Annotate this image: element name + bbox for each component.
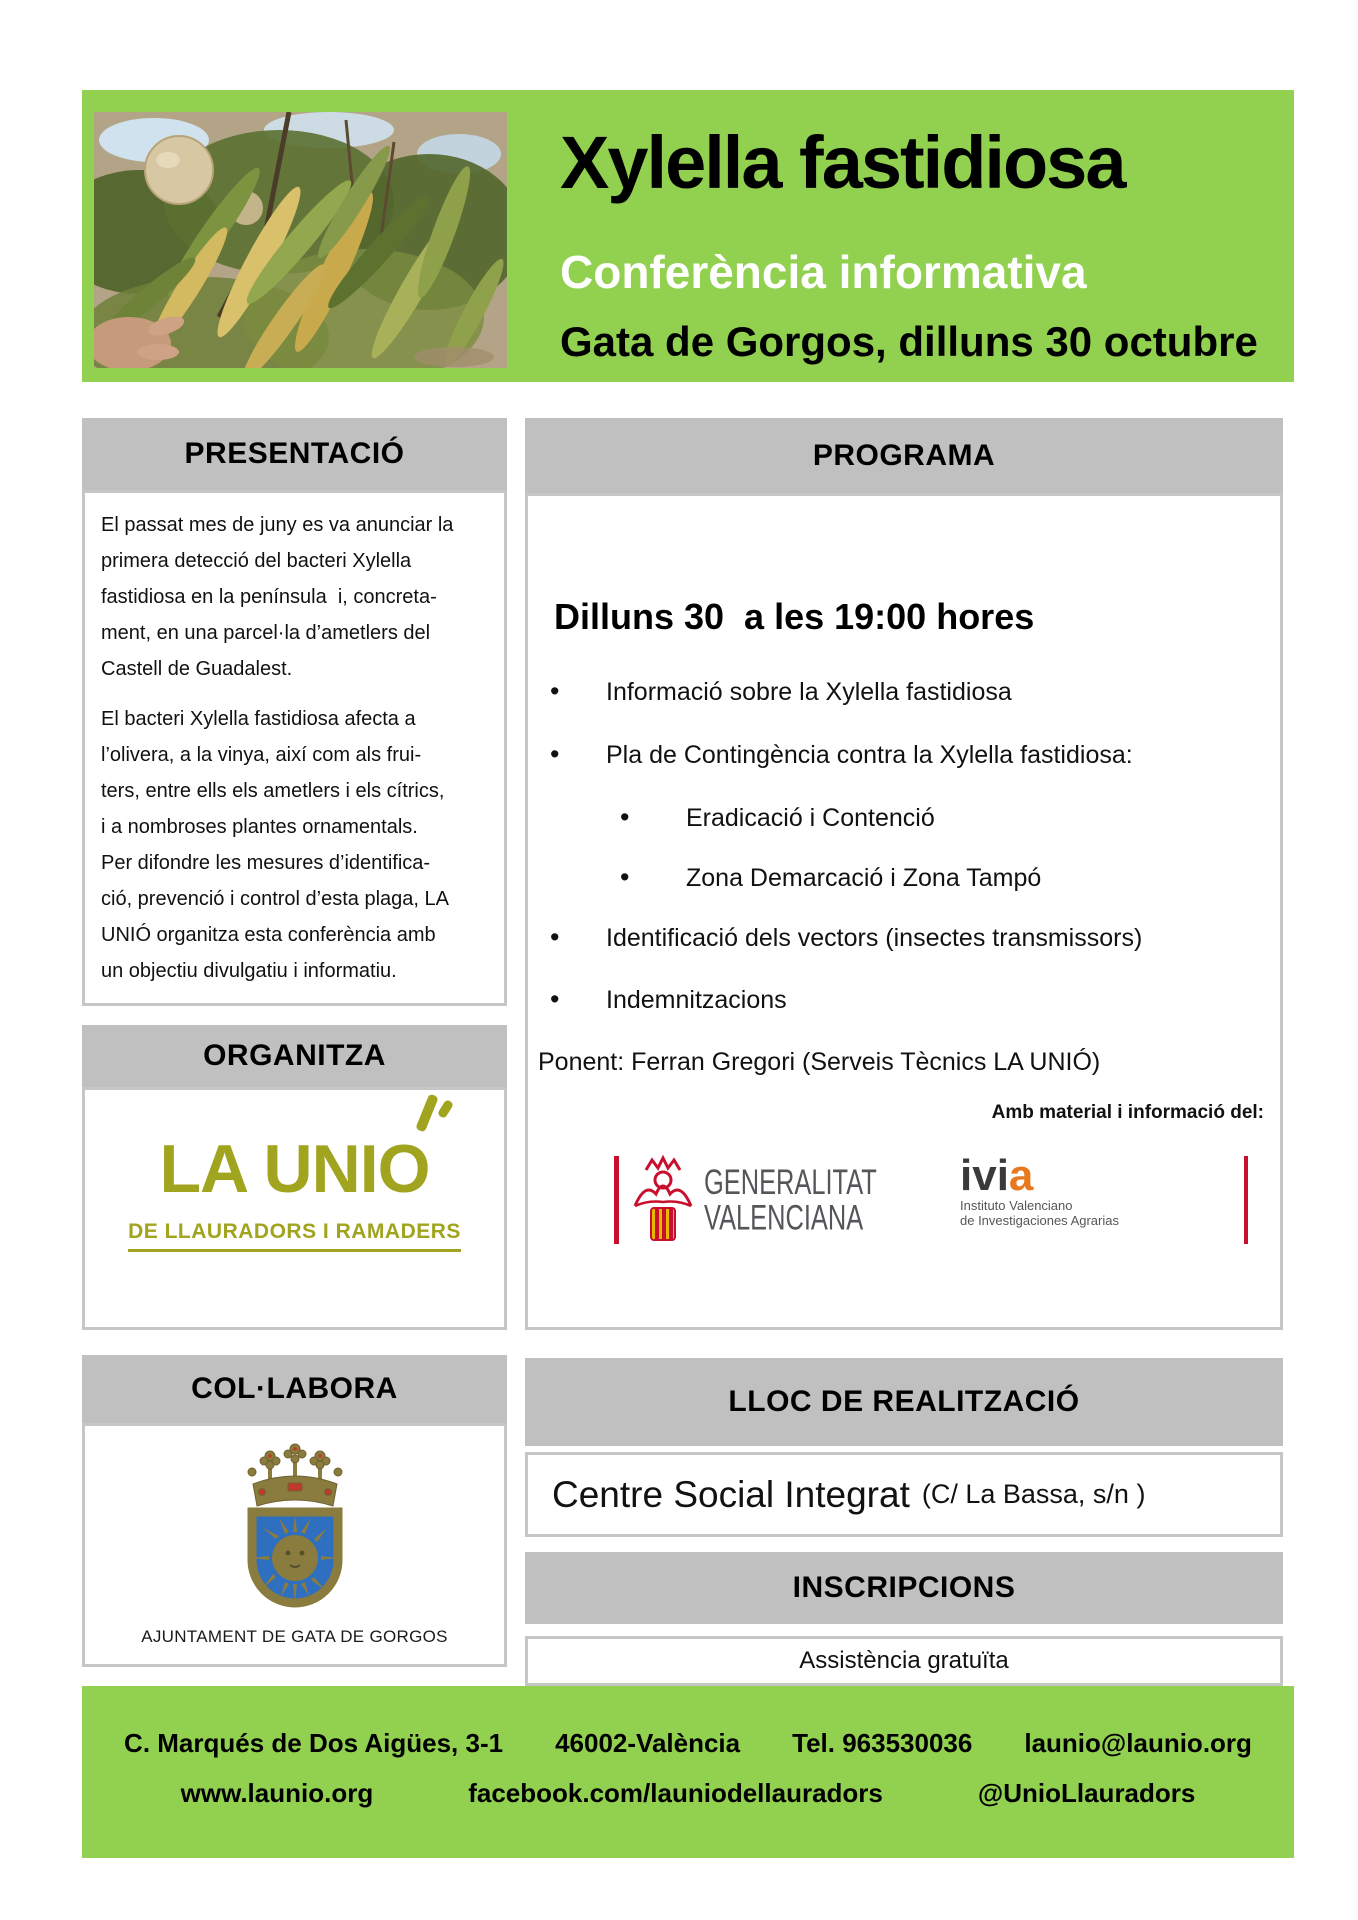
footer-facebook: facebook.com/launiodellauradors xyxy=(468,1778,883,1808)
footer-city: 46002-València xyxy=(555,1728,741,1758)
presentacio-text-box xyxy=(82,490,507,1006)
programa-box xyxy=(525,493,1283,1330)
programa-heading: PROGRAMA xyxy=(525,418,1283,493)
session-title: Dilluns 30 a les 19:00 hores xyxy=(554,596,1035,637)
launio-logo-text: LA UNI xyxy=(159,1131,378,1207)
programa-subitem: • Eradicació i Contenció xyxy=(620,804,935,833)
text-line: fastidiosa en la península i, concreta- xyxy=(101,586,437,608)
right-red-bar xyxy=(1244,1156,1248,1244)
text-line: El passat mes de juny es va anunciar la xyxy=(101,514,454,536)
flyer-subtitle: Conferència informativa xyxy=(560,246,1087,298)
speaker-line: Ponent: Ferran Gregori (Serveis Tècnics LA UNIÓ) xyxy=(538,1048,1101,1076)
text-line: Per difondre les mesures d’identifica- xyxy=(101,852,431,874)
footer-address: C. Marqués de Dos Aigües, 3-1 xyxy=(124,1728,504,1758)
materials-note: Amb material i informació del: xyxy=(991,1102,1264,1123)
collabora-logo-box xyxy=(82,1423,507,1667)
footer-email: launio@launio.org xyxy=(1024,1728,1252,1758)
text-line: ció, prevenció i control d’esta plaga, LA xyxy=(101,888,449,910)
organitza-heading: ORGANITZA xyxy=(82,1025,507,1087)
footer-contact-line xyxy=(82,1728,1294,1759)
collabora-caption: AJUNTAMENT DE GATA DE GORGOS xyxy=(141,1627,448,1646)
launio-logo-o: O xyxy=(378,1130,430,1208)
accent-stroke-icon xyxy=(436,1099,453,1119)
text-line: un objectiu divulgatiu i informatiu. xyxy=(101,960,397,982)
inscripcions-note: Assistència gratuïta xyxy=(799,1647,1009,1674)
presentacio-heading: PRESENTACIÓ xyxy=(82,418,507,490)
footer-twitter: @UnioLlauradors xyxy=(977,1778,1196,1808)
footer-phone: Tel. 963530036 xyxy=(792,1728,973,1758)
presentacio-paragraph-1 xyxy=(101,507,492,687)
partner-logos-row xyxy=(528,1148,1280,1258)
launio-logo xyxy=(85,1130,504,1208)
programa-item: • Pla de Contingència contra la Xylella fastidiosa: xyxy=(550,741,1133,770)
text-line: El bacteri Xylella fastidiosa afecta a xyxy=(101,708,416,730)
ivia-logo: ivia Instituto Valenciano de Investigaciones Agrarias xyxy=(960,1151,1119,1228)
programa-item: • Informació sobre la Xylella fastidiosa xyxy=(550,678,1012,707)
presentacio-paragraph-2 xyxy=(101,701,492,989)
text-line: primera detecció del bacteri Xylella xyxy=(101,550,412,572)
programa-item: • Indemnitzacions xyxy=(550,986,787,1015)
text-line: UNIÓ organitza esta conferència amb xyxy=(101,924,436,946)
inscripcions-box xyxy=(525,1636,1283,1686)
almond-tree-photo xyxy=(94,112,507,368)
header-banner xyxy=(82,90,1294,382)
collabora-heading: COL·LABORA xyxy=(82,1355,507,1423)
generalitat-valenciana-emblem-icon xyxy=(632,1152,694,1247)
text-line: Castell de Guadalest. xyxy=(101,658,293,680)
text-line: i a nombroses plantes ornamentals. xyxy=(101,816,418,838)
venue-box xyxy=(525,1452,1283,1537)
generalitat-valenciana-wordmark: GENERALITAT VALENCIANA xyxy=(704,1161,877,1238)
accent-stroke-icon xyxy=(415,1094,439,1133)
venue-address: (C/ La Bassa, s/n ) xyxy=(921,1479,1146,1509)
venue-name: Centre Social Integrat xyxy=(552,1473,910,1515)
flyer-title: Xylella fastidiosa xyxy=(560,121,1125,204)
text-line: ters, entre ells els ametlers i els cítrics, xyxy=(101,780,445,802)
programa-subitem: • Zona Demarcació i Zona Tampó xyxy=(620,864,1041,893)
inscripcions-heading: INSCRIPCIONS xyxy=(525,1552,1283,1624)
text-line: l’olivera, a la vinya, així com als frui- xyxy=(101,744,422,766)
text-line: ment, en una parcel·la d’ametlers del xyxy=(101,622,431,644)
gva-red-bar xyxy=(614,1156,619,1244)
gata-de-gorgos-coat-of-arms xyxy=(220,1432,370,1627)
lloc-heading: LLOC DE REALITZACIÓ xyxy=(525,1358,1283,1446)
footer-banner xyxy=(82,1686,1294,1858)
flyer-location-date: Gata de Gorgos, dilluns 30 octubre xyxy=(560,318,1258,365)
organitza-logo-box xyxy=(82,1087,507,1330)
footer-website: www.launio.org xyxy=(180,1778,374,1808)
programa-item: • Identificació dels vectors (insectes transmissors) xyxy=(550,924,1142,953)
launio-logo-subtitle: DE LLAURADORS I RAMADERS xyxy=(128,1220,461,1252)
footer-social-line xyxy=(82,1778,1294,1809)
